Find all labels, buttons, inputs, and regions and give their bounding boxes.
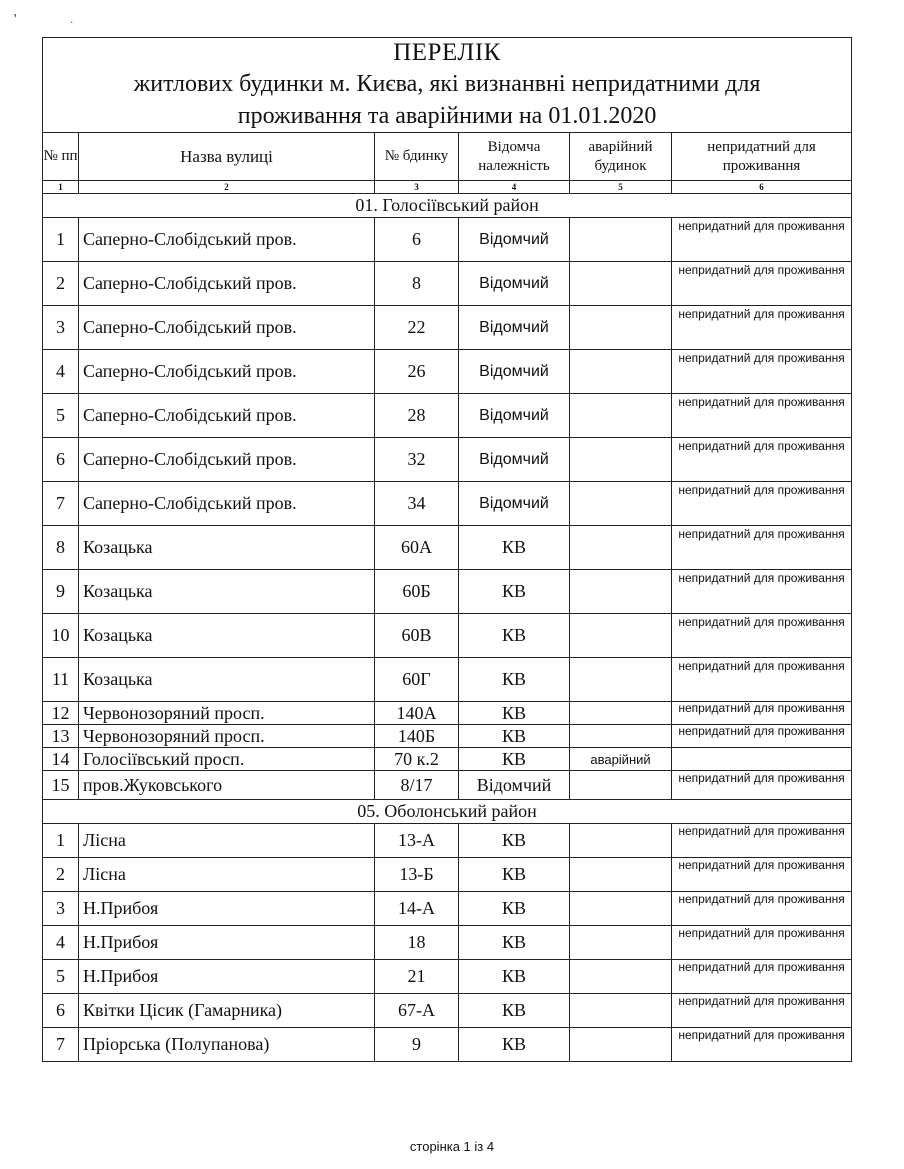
street-name: Голосіївський просп. xyxy=(79,748,375,771)
street-name: Саперно-Слобідський пров. xyxy=(79,306,375,350)
street-name: Червонозоряний просп. xyxy=(79,702,375,725)
row-number: 13 xyxy=(43,725,79,748)
street-name: Червонозоряний просп. xyxy=(79,725,375,748)
building-number: 21 xyxy=(375,960,459,994)
page-footer: сторінка 1 із 4 xyxy=(409,1139,495,1154)
building-number: 6 xyxy=(375,218,459,262)
street-name: Козацька xyxy=(79,570,375,614)
table-row xyxy=(43,306,852,350)
table-row xyxy=(43,824,852,858)
ownership: КВ xyxy=(459,1028,570,1062)
col-header-unfit: непридатний для проживання xyxy=(672,133,852,181)
unfit-status: непридатний для проживання xyxy=(672,614,852,658)
row-number: 3 xyxy=(43,306,79,350)
street-name: Н.Прибоя xyxy=(79,960,375,994)
district-name: 05. Оболонський район xyxy=(43,800,852,824)
street-name: Н.Прибоя xyxy=(79,892,375,926)
building-number: 26 xyxy=(375,350,459,394)
emergency-status xyxy=(570,1028,672,1062)
unfit-status: непридатний для проживання xyxy=(672,858,852,892)
ownership: Відомчий xyxy=(459,438,570,482)
building-number: 60В xyxy=(375,614,459,658)
unfit-status: непридатний для проживання xyxy=(672,994,852,1028)
col-header-building: № бдинку xyxy=(375,133,459,181)
col-number: 4 xyxy=(459,181,570,194)
building-number: 9 xyxy=(375,1028,459,1062)
row-number: 8 xyxy=(43,526,79,570)
scan-speck: · xyxy=(70,18,74,29)
row-number: 1 xyxy=(43,824,79,858)
ownership: КВ xyxy=(459,892,570,926)
table-row xyxy=(43,614,852,658)
row-number: 15 xyxy=(43,771,79,800)
row-number: 5 xyxy=(43,960,79,994)
unfit-status: непридатний для проживання xyxy=(672,1028,852,1062)
table-row xyxy=(43,526,852,570)
emergency-status xyxy=(570,438,672,482)
unfit-status: непридатний для проживання xyxy=(672,702,852,725)
row-number: 9 xyxy=(43,570,79,614)
unfit-status: непридатний для проживання xyxy=(672,350,852,394)
table-row xyxy=(43,570,852,614)
emergency-status xyxy=(570,262,672,306)
row-number: 10 xyxy=(43,614,79,658)
ownership: КВ xyxy=(459,526,570,570)
emergency-status xyxy=(570,306,672,350)
table-row xyxy=(43,858,852,892)
row-number: 7 xyxy=(43,482,79,526)
street-name: пров.Жуковського xyxy=(79,771,375,800)
ownership: КВ xyxy=(459,570,570,614)
emergency-status xyxy=(570,960,672,994)
col-header-street: Назва вулиці xyxy=(79,133,375,181)
col-number: 5 xyxy=(570,181,672,194)
unfit-status: непридатний для проживання xyxy=(672,438,852,482)
col-number: 1 xyxy=(43,181,79,194)
title-subtitle-2: проживання та аварійними на 01.01.2020 xyxy=(237,103,657,129)
table-row xyxy=(43,658,852,702)
title-heading: ПЕРЕЛІК xyxy=(393,39,501,66)
row-number: 4 xyxy=(43,926,79,960)
column-number-row xyxy=(43,181,852,194)
emergency-status xyxy=(570,570,672,614)
table-row xyxy=(43,702,852,725)
district-header-row xyxy=(43,800,852,824)
ownership: Відомчий xyxy=(459,350,570,394)
street-name: Пріорська (Полупанова) xyxy=(79,1028,375,1062)
table-row xyxy=(43,350,852,394)
emergency-status xyxy=(570,926,672,960)
street-name: Лісна xyxy=(79,824,375,858)
ownership: Відомчий xyxy=(459,306,570,350)
col-number: 6 xyxy=(672,181,852,194)
unfit-status: непридатний для проживання xyxy=(672,306,852,350)
table-row xyxy=(43,438,852,482)
row-number: 6 xyxy=(43,438,79,482)
emergency-status xyxy=(570,771,672,800)
unfit-status: непридатний для проживання xyxy=(672,482,852,526)
street-name: Саперно-Слобідський пров. xyxy=(79,218,375,262)
unfit-status: непридатний для проживання xyxy=(672,960,852,994)
table-row xyxy=(43,926,852,960)
ownership: КВ xyxy=(459,824,570,858)
unfit-status: непридатний для проживання xyxy=(672,824,852,858)
building-number: 8 xyxy=(375,262,459,306)
ownership: КВ xyxy=(459,926,570,960)
row-number: 2 xyxy=(43,262,79,306)
title-subtitle-1: житлових будинки м. Києва, які визнанвні непридатними для xyxy=(133,71,761,97)
building-number: 60Б xyxy=(375,570,459,614)
building-number: 67-А xyxy=(375,994,459,1028)
table-row xyxy=(43,725,852,748)
unfit-status: непридатний для проживання xyxy=(672,926,852,960)
building-number: 18 xyxy=(375,926,459,960)
table-row xyxy=(43,1028,852,1062)
table-row xyxy=(43,892,852,926)
building-number: 13-А xyxy=(375,824,459,858)
emergency-status xyxy=(570,526,672,570)
row-number: 12 xyxy=(43,702,79,725)
building-number: 28 xyxy=(375,394,459,438)
building-number: 60А xyxy=(375,526,459,570)
row-number: 4 xyxy=(43,350,79,394)
row-number: 5 xyxy=(43,394,79,438)
unfit-status: непридатний для проживання xyxy=(672,218,852,262)
ownership: КВ xyxy=(459,748,570,771)
emergency-status xyxy=(570,702,672,725)
table-row xyxy=(43,218,852,262)
emergency-status xyxy=(570,658,672,702)
district-header-row xyxy=(43,194,852,218)
emergency-status xyxy=(570,218,672,262)
unfit-status: непридатний для проживання xyxy=(672,771,852,800)
street-name: Квітки Цісик (Гамарника) xyxy=(79,994,375,1028)
building-number: 60Г xyxy=(375,658,459,702)
table-row xyxy=(43,748,852,771)
building-number: 8/17 xyxy=(375,771,459,800)
unfit-status: непридатний для проживання xyxy=(672,658,852,702)
ownership: КВ xyxy=(459,702,570,725)
street-name: Козацька xyxy=(79,614,375,658)
ownership: КВ xyxy=(459,725,570,748)
row-number: 3 xyxy=(43,892,79,926)
street-name: Саперно-Слобідський пров. xyxy=(79,350,375,394)
ownership: КВ xyxy=(459,658,570,702)
unfit-status: непридатний для проживання xyxy=(672,394,852,438)
col-header-ownership: Відомча належність xyxy=(459,133,570,181)
emergency-status xyxy=(570,824,672,858)
building-number: 32 xyxy=(375,438,459,482)
table-row xyxy=(43,394,852,438)
row-number: 6 xyxy=(43,994,79,1028)
street-name: Лісна xyxy=(79,858,375,892)
street-name: Н.Прибоя xyxy=(79,926,375,960)
building-number: 34 xyxy=(375,482,459,526)
building-number: 22 xyxy=(375,306,459,350)
emergency-status xyxy=(570,725,672,748)
building-number: 140А xyxy=(375,702,459,725)
emergency-status xyxy=(570,858,672,892)
ownership: Відомчий xyxy=(459,394,570,438)
building-number: 14-А xyxy=(375,892,459,926)
emergency-status xyxy=(570,614,672,658)
street-name: Саперно-Слобідський пров. xyxy=(79,438,375,482)
table-row xyxy=(43,771,852,800)
col-number: 3 xyxy=(375,181,459,194)
ownership: Відомчий xyxy=(459,262,570,306)
col-header-emergency: аварійний будинок xyxy=(570,133,672,181)
building-number: 140Б xyxy=(375,725,459,748)
table-row xyxy=(43,482,852,526)
ownership: КВ xyxy=(459,614,570,658)
unfit-status: непридатний для проживання xyxy=(672,526,852,570)
table-row xyxy=(43,262,852,306)
ownership: Відомчий xyxy=(459,482,570,526)
row-number: 7 xyxy=(43,1028,79,1062)
district-name: 01. Голосіївський район xyxy=(43,194,852,218)
building-number: 70 к.2 xyxy=(375,748,459,771)
row-number: 14 xyxy=(43,748,79,771)
street-name: Козацька xyxy=(79,526,375,570)
emergency-status xyxy=(570,350,672,394)
ownership: КВ xyxy=(459,994,570,1028)
emergency-status xyxy=(570,892,672,926)
emergency-status xyxy=(570,482,672,526)
unfit-status xyxy=(672,748,852,771)
row-number: 2 xyxy=(43,858,79,892)
document-title xyxy=(43,38,852,133)
ownership: Відомчий xyxy=(459,218,570,262)
ownership: Відомчий xyxy=(459,771,570,800)
col-number: 2 xyxy=(79,181,375,194)
unfit-status: непридатний для проживання xyxy=(672,262,852,306)
col-header-num: № пп xyxy=(43,133,79,181)
housing-list-table xyxy=(42,37,852,1062)
street-name: Саперно-Слобідський пров. xyxy=(79,482,375,526)
scan-speck: ' xyxy=(14,12,17,27)
column-header-row xyxy=(43,133,852,181)
unfit-status: непридатний для проживання xyxy=(672,892,852,926)
table-row xyxy=(43,994,852,1028)
row-number: 1 xyxy=(43,218,79,262)
street-name: Козацька xyxy=(79,658,375,702)
street-name: Саперно-Слобідський пров. xyxy=(79,262,375,306)
table-body xyxy=(43,194,852,1062)
emergency-status xyxy=(570,994,672,1028)
street-name: Саперно-Слобідський пров. xyxy=(79,394,375,438)
unfit-status: непридатний для проживання xyxy=(672,725,852,748)
ownership: КВ xyxy=(459,858,570,892)
row-number: 11 xyxy=(43,658,79,702)
building-number: 13-Б xyxy=(375,858,459,892)
emergency-status xyxy=(570,394,672,438)
table-row xyxy=(43,960,852,994)
emergency-status: аварійний xyxy=(570,748,672,771)
ownership: КВ xyxy=(459,960,570,994)
unfit-status: непридатний для проживання xyxy=(672,570,852,614)
